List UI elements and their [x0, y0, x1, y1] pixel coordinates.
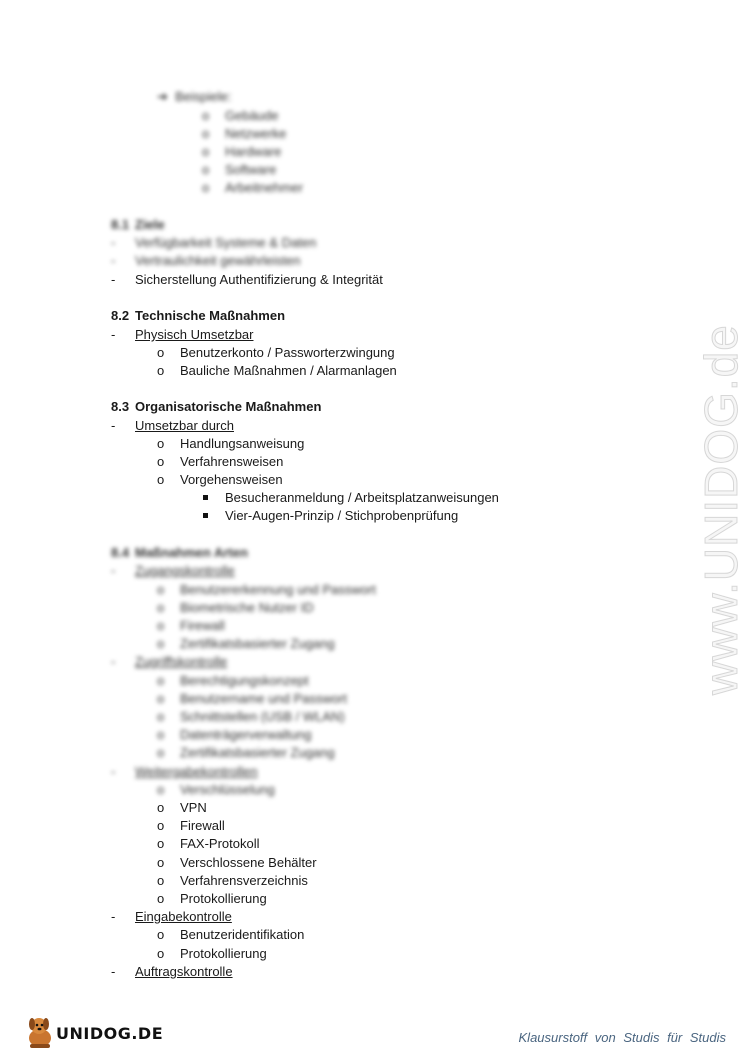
list-item: Arbeitnehmer: [225, 180, 304, 195]
list-item: Benutzerkonto / Passworterzwingung: [180, 345, 395, 360]
blurred-examples: ➔ Beispiele:: [157, 89, 232, 104]
list-item: Firewall: [180, 818, 225, 833]
list-item: Zertifikatsbasierter Zugang: [180, 636, 335, 651]
subheading: Zugangskontrolle: [135, 563, 235, 578]
list-item: Handlungsanweisung: [180, 436, 305, 451]
subheading: Physisch Umsetzbar: [135, 327, 254, 342]
section-heading-8-1: 8.1 Ziele: [111, 217, 165, 232]
list-item: Software: [225, 162, 277, 177]
list-item: Protokollierung: [180, 946, 267, 961]
unidog-logo[interactable]: [22, 1014, 164, 1050]
list-item: Verfahrensverzeichnis: [180, 873, 308, 888]
watermark-unidog: www.UNIDOG.de: [695, 324, 747, 695]
list-item: Verschlüsselung: [180, 782, 275, 797]
footer-tagline: Klausurstoff von Studis für Studis: [518, 1030, 726, 1045]
dog-icon: [22, 1014, 58, 1050]
subheading: Umsetzbar durch: [135, 418, 234, 433]
list-item: Biometrische Nutzer ID: [180, 600, 314, 615]
list-item: Hardware: [225, 144, 282, 159]
list-item: FAX-Protokoll: [180, 836, 260, 851]
list-item: Verfahrensweisen: [180, 454, 284, 469]
list-item: Firewall: [180, 618, 225, 633]
list-item: Berechtigungskonzept: [180, 673, 309, 688]
list-item: Datenträgerverwaltung: [180, 727, 312, 742]
subheading: Auftragskontrolle: [135, 964, 233, 979]
list-item: Schnittstellen (USB / WLAN): [180, 709, 345, 724]
list-item: Gebäude: [225, 108, 279, 123]
list-item: Benutzeridentifikation: [180, 927, 305, 942]
list-item: Besucheranmeldung / Arbeitsplatzanweisungen: [225, 490, 499, 505]
subheading: Weitergabekontrollen: [135, 764, 258, 779]
section-heading-8-3: 8.3 Organisatorische Maßnahmen: [111, 399, 322, 414]
list-item: Bauliche Maßnahmen / Alarmanlagen: [180, 363, 397, 378]
section-heading-8-4: 8.4 Maßnahmen Arten: [111, 545, 248, 560]
list-item: VPN: [180, 800, 207, 815]
list-item: Sicherstellung Authentifizierung & Integrität: [135, 272, 383, 287]
list-item: Vertraulichkeit gewährleisten: [135, 253, 301, 268]
list-item: Vorgehensweisen: [180, 472, 283, 487]
list-item: Benutzername und Passwort: [180, 691, 347, 706]
subheading: Zugriffskontrolle: [135, 654, 228, 669]
list-item: Vier-Augen-Prinzip / Stichprobenprüfung: [225, 508, 459, 523]
logo-text: UNIDOG.DE: [56, 1024, 164, 1043]
list-item: Verschlossene Behälter: [180, 855, 317, 870]
list-item: Netzwerke: [225, 126, 287, 141]
list-item: Protokollierung: [180, 891, 267, 906]
subheading: Eingabekontrolle: [135, 909, 232, 924]
list-item: Benutzererkennung und Passwort: [180, 582, 376, 597]
list-item: Verfügbarkeit Systeme & Daten: [135, 235, 317, 250]
section-heading-8-2: 8.2 Technische Maßnahmen: [111, 308, 286, 323]
list-item: Zertifikatsbasierter Zugang: [180, 745, 335, 760]
